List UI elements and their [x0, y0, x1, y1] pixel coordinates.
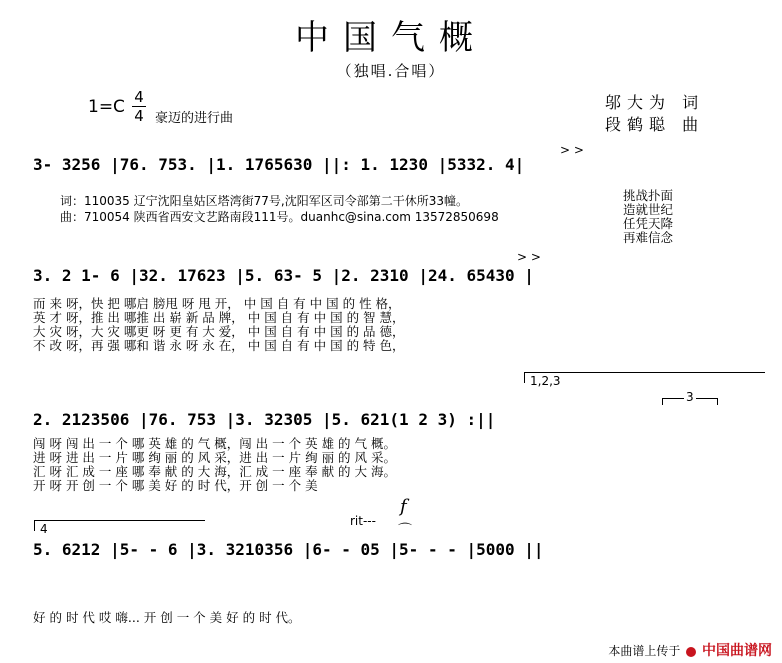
system-3-lyric-3: 汇 呀 汇 成 一 座 哪 奉 献 的 大 海，汇 成 一 座 奉 献 的 大 海。 [33, 464, 396, 479]
composer-credit: 段鹤聪 曲 [605, 115, 705, 134]
page-title: 中国气概 [295, 18, 487, 58]
ending-bracket-4 [34, 520, 205, 531]
lyricist-credit: 邬大为 词 [605, 93, 705, 112]
system-1-notes: 3- 3256 |76. 753. |1. 1765630 ||: 1. 1230 |5332. 4| [33, 155, 525, 174]
time-signature [132, 89, 146, 124]
key-signature: 1=C [88, 97, 125, 117]
side-lyric-3: 任凭天降 [623, 216, 674, 231]
system-4-lyric-1: 好 的 时 代 哎 嗨... 开 创 一 个 美 好 的 时 代。 [33, 610, 301, 625]
system-2-lyric-2: 英 才 呀，推 出 哪推 出 崭 新 品 牌， 中 国 自 有 中 国 的 智 慧， [33, 310, 405, 325]
triplet-label: 3 [686, 390, 694, 404]
system-2-lyric-3: 大 灾 呀，大 灾 哪更 呀 更 有 大 爱， 中 国 自 有 中 国 的 品 德， [33, 324, 405, 339]
contact-lyricist: 词：110035 辽宁沈阳皇姑区塔湾街77号,沈阳军区司令部第二干休所33幢。 [60, 194, 468, 208]
fermata-sign: ⌒ [398, 523, 412, 539]
site-logo-icon [686, 647, 696, 657]
ending-label-123: 1,2,3 [530, 374, 561, 388]
system-4-notes: 5. 6212 |5- - 6 |3. 3210356 |6- - 05 |5- - - |5000 || [33, 540, 544, 559]
system-3-lyric-1: 闯 呀 闯 出 一 个 哪 英 雄 的 气 概，闯 出 一 个 英 雄 的 气 概。 [33, 436, 396, 451]
system-3-notes: 2. 2123506 |76. 753 |3. 32305 |5. 621(1 2 3) :|| [33, 410, 496, 429]
system-2-lyric-4: 不 改 呀，再 强 哪和 谐 永 呀 永 在， 中 国 自 有 中 国 的 特 色， [33, 338, 405, 353]
contact-composer: 曲：710054 陕西省西安文艺路南段111号。duanhc@sina.com 13572850698 [60, 210, 499, 224]
system-2-notes: 3. 2 1- 6 |32. 17623 |5. 63- 5 |2. 2310 |24. 65430 | [33, 266, 534, 285]
time-numerator: 4 [134, 88, 144, 106]
system-2-lyric-1: 而 来 呀，快 把 哪启 膀甩 呀 甩 开， 中 国 自 有 中 国 的 性 格， [33, 296, 401, 311]
dynamic-marking: f [400, 496, 407, 517]
tempo-marking: 豪迈的进行曲 [155, 111, 234, 126]
side-lyric-4: 再难信念 [623, 230, 674, 245]
page-subtitle: （独唱.合唱） [336, 62, 446, 80]
system-3-lyric-2: 进 呀 进 出 一 片 哪 绚 丽 的 风 采，进 出 一 片 绚 丽 的 风 采。 [33, 450, 396, 465]
footer-prefix: 本曲谱上传于 [608, 644, 681, 658]
footer-brand: 中国曲谱网 [702, 643, 772, 659]
system-3-lyric-4: 开 呀 开 创 一 个 哪 美 好 的 时 代，开 创 一 个 美 [33, 478, 318, 493]
upload-footer [608, 640, 772, 660]
accent-marks: > > [560, 143, 584, 157]
time-denominator: 4 [134, 107, 144, 125]
ending-label-4: 4 [40, 522, 48, 536]
side-lyric-1: 挑战扑面 [623, 188, 674, 203]
accent-marks-2: > > [517, 250, 541, 264]
side-lyric-2: 造就世纪 [623, 202, 674, 217]
ritardando-marking: rit--- [350, 514, 376, 528]
